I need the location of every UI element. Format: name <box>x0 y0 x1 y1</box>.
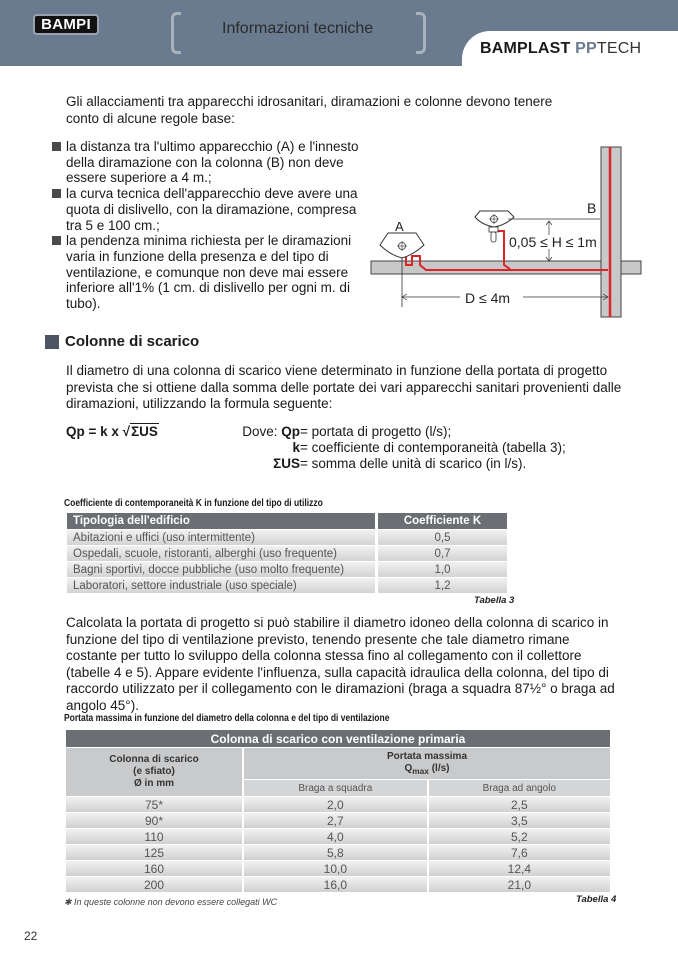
square-bullet-icon <box>52 142 61 151</box>
q-subscript: max <box>412 765 429 776</box>
table4-footnote: ✱ In queste colonne non devono essere collegati WC <box>64 897 278 907</box>
table-row <box>66 813 610 828</box>
table-cell: Abitazioni e uffici (uso intermittente) <box>67 530 375 545</box>
formula-main <box>66 424 159 440</box>
label-b: B <box>587 200 597 216</box>
rule-text: la distanza tra l'ultimo apparecchio (A) e l'innesto della diramazione con la colonna (B) non deve essere superiore a 4 m.; <box>66 139 359 186</box>
def-text: = portata di progetto (l/s); <box>300 424 452 439</box>
bampi-logo: BAMPI <box>33 14 99 35</box>
brand-name <box>480 40 641 58</box>
header-line: Portata massima <box>386 750 468 762</box>
brand-part-pp: PP <box>575 40 597 57</box>
table-cell: Bagni sportivi, docce pubbliche (uso molto frequente) <box>67 562 375 577</box>
right-bracket-decoration <box>416 12 426 54</box>
def-text: = somma delle unità di scarico (in l/s). <box>300 456 527 471</box>
def-text: = coefficiente di contemporaneità (tabella 3); <box>300 440 566 455</box>
rule-text: la pendenza minima richiesta per le diramazioni varia in funzione della presenza e del tipo di ventilazione, e comunque non deve mai essere inferiore all'1% (1 cm. di dislivello per ogni m. di tubo). <box>66 233 352 312</box>
table-cell: 2,7 <box>244 813 427 828</box>
table-cell: 4,0 <box>244 829 427 844</box>
formula-def-row <box>198 440 618 456</box>
table-cell: 10,0 <box>244 861 427 876</box>
header-line: (e sfiato) <box>133 766 175 777</box>
square-heading-icon <box>45 335 59 349</box>
column-header: Tipologia dell'edificio <box>67 513 375 529</box>
table-cell: 0,7 <box>378 546 507 561</box>
def-symbol: ΣUS <box>273 456 300 471</box>
table-cell: 1,0 <box>378 562 507 577</box>
table-header-row <box>67 513 507 529</box>
table-cell: 90* <box>66 813 242 828</box>
drain-connection-diagram <box>368 145 644 320</box>
brand-part-tech: TECH <box>596 40 642 57</box>
table-cell: 5,8 <box>244 845 427 860</box>
def-lhs <box>198 424 300 440</box>
column-header-diameter <box>66 748 242 796</box>
section-heading <box>45 333 199 350</box>
section-title-text: Colonne di scarico <box>65 333 200 350</box>
table-cell: 7,6 <box>429 845 610 860</box>
table-cell: 125 <box>66 845 242 860</box>
page-header <box>0 0 678 66</box>
table3-contemporaneity <box>64 512 510 594</box>
brand-part-bamplast: BAMPLAST <box>480 40 576 57</box>
table-cell: 200 <box>66 877 242 892</box>
table-row <box>66 797 610 812</box>
rule-item <box>52 186 372 233</box>
formula-definitions <box>198 424 618 472</box>
table-row <box>67 578 507 593</box>
table-row <box>67 562 507 577</box>
table4-label: Tabella 4 <box>576 894 617 905</box>
diameter-paragraph: Il diametro di una colonna di scarico viene determinato in funzione della portata di progetto prevista che si ottiene dalla somma delle portate dei vari apparecchi sanitari provenienti dalle diramazioni, utilizzando la formula seguente: <box>66 363 622 411</box>
def-lhs <box>198 440 300 456</box>
table-cell: 0,5 <box>378 530 507 545</box>
height-label: 0,05 ≤ H ≤ 1m <box>509 234 597 250</box>
table-row <box>67 546 507 561</box>
rules-list <box>52 139 372 312</box>
def-symbol: Qp <box>281 424 300 439</box>
left-bracket-decoration <box>171 12 181 54</box>
rule-item <box>52 233 372 312</box>
formula-lhs: Qp = k x <box>66 424 123 439</box>
header-line: Colonna di scarico <box>109 754 199 765</box>
table-cell: 16,0 <box>244 877 427 892</box>
formula-sqrt-arg: ΣUS <box>131 424 158 439</box>
label-a: A <box>395 219 404 234</box>
table-row <box>66 861 610 876</box>
page-number: 22 <box>24 929 38 943</box>
sqrt-symbol: √ <box>122 424 131 439</box>
rule-text: la curva tecnica dell'apparecchio deve avere una quota di dislivello, con la diramazione, compresa tra 5 e 100 cm.; <box>66 186 358 233</box>
table3-label: Tabella 3 <box>474 595 515 606</box>
table-row <box>66 877 610 892</box>
column-header: Braga ad angolo <box>429 780 610 796</box>
table-title-row <box>66 730 610 747</box>
table-cell: Ospedali, scuole, ristoranti, alberghi (uso frequente) <box>67 546 375 561</box>
table-title: Colonna di scarico con ventilazione primaria <box>66 730 610 747</box>
table4-max-flow <box>64 729 612 893</box>
q-unit: (l/s) <box>428 762 450 774</box>
table-cell: 2,0 <box>244 797 427 812</box>
table-cell: 110 <box>66 829 242 844</box>
table-cell: 5,2 <box>429 829 610 844</box>
dove-label: Dove: <box>242 424 282 439</box>
table-cell: 3,5 <box>429 813 610 828</box>
table-cell: 2,5 <box>429 797 610 812</box>
header-line <box>244 763 610 777</box>
table-row <box>66 845 610 860</box>
table-cell: Laboratori, settore industriale (uso speciale) <box>67 578 375 593</box>
square-bullet-icon <box>52 189 61 198</box>
ventilation-paragraph: Calcolata la portata di progetto si può stabilire il diametro idoneo della colonna di scarico in funzione del tipo di ventilazione previsto, tenendo presente che tale diametro rimane costante per tutto lo sviluppo della colonna stessa fino al collegamento con il collettore (tabelle 4 e 5). Appare evidente l'influenza, sulla capacità idraulica della colonna, del tipo di raccordo utilizzato per il collegamento con le diramazioni (braga a squadra 87½° o braga ad angolo 45°). <box>66 615 615 713</box>
formula-def-row <box>198 456 618 472</box>
table-header-row <box>66 748 610 779</box>
column-header: Coefficiente K <box>378 513 507 529</box>
table4-caption: Portata massima in funzione del diametro della colonna e del tipo di ventilazione <box>64 713 390 724</box>
table-row <box>67 530 507 545</box>
column-header: Braga a squadra <box>244 780 427 796</box>
column-header-max-flow <box>244 748 610 779</box>
table-row <box>66 829 610 844</box>
table-cell: 160 <box>66 861 242 876</box>
def-lhs <box>198 456 300 472</box>
def-symbol: k <box>292 440 300 455</box>
table-cell: 75* <box>66 797 242 812</box>
formula-def-row <box>198 424 618 440</box>
intro-paragraph: Gli allacciamenti tra apparecchi idrosanitari, diramazioni e colonne devono tenere conto di alcune regole base: <box>66 94 553 126</box>
rule-item <box>52 139 372 186</box>
distance-label: D ≤ 4m <box>465 290 511 306</box>
header-section-title: Informazioni tecniche <box>222 20 374 37</box>
header-line: Ø in mm <box>133 778 174 789</box>
square-bullet-icon <box>52 236 61 245</box>
table3-caption: Coefficiente di contemporaneità K in funzione del tipo di utilizzo <box>64 498 323 509</box>
table-cell: 12,4 <box>429 861 610 876</box>
q-symbol: Q <box>404 762 413 774</box>
table-cell: 1,2 <box>378 578 507 593</box>
table-cell: 21,0 <box>429 877 610 892</box>
